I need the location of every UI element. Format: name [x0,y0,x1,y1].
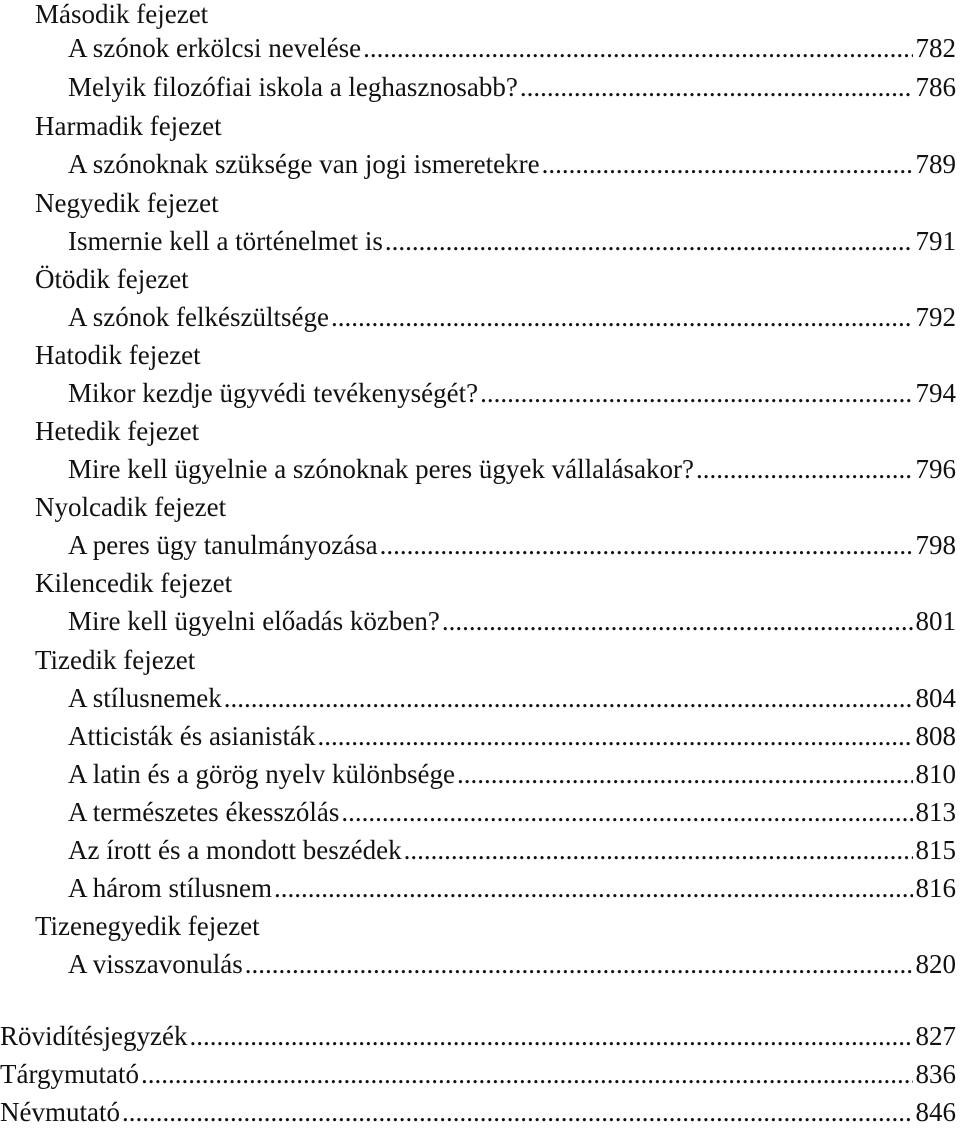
toc-entry-page: 846 [915,1097,956,1127]
toc-entry-page: 786 [915,72,956,102]
dot-leader [520,68,913,106]
toc-entry-title: A természetes ékesszólás [68,797,340,827]
toc-entry-page: 798 [915,530,956,560]
toc-entry[interactable] [0,222,956,260]
toc-entry-title: Atticisták és asianisták [68,721,316,751]
toc-entry[interactable] [0,793,956,831]
dot-leader [480,374,912,412]
chapter-heading: Tizenegyedik fejezet [35,911,260,941]
toc-entry-title: Mire kell ügyelnie a szónoknak peres ügyek vállalásakor? [68,454,695,484]
toc-entry-page: 810 [915,759,956,789]
appendix-entry[interactable] [0,1055,956,1093]
toc-entry-title: A stílusnemek [68,683,222,713]
toc-entry-title: Tárgymutató [0,1059,139,1089]
appendix-entry[interactable] [0,1017,956,1055]
toc-entry-title: Az írott és a mondott beszédek [68,835,402,865]
toc-entry-title: Mire kell ügyelni előadás közben? [68,606,440,636]
toc-entry-page: 792 [915,302,956,332]
chapter-heading: Nyolcadik fejezet [35,492,227,522]
toc-entry-title: Rövidítésjegyzék [0,1021,188,1051]
toc-entry-title: Névmutató [0,1097,120,1127]
toc-entry[interactable] [0,68,956,106]
toc-entry-page: 794 [915,378,956,408]
toc-entry[interactable] [0,945,956,983]
dot-leader [380,526,913,564]
chapter-heading: Negyedik fejezet [35,188,219,218]
toc-entry-title: A három stílusnem [68,873,272,903]
toc-entry[interactable] [0,374,956,412]
toc-entry[interactable] [0,298,956,336]
toc-entry[interactable] [0,679,956,717]
dot-leader [189,1017,912,1055]
dot-leader [341,793,912,831]
toc-entry[interactable] [0,869,956,907]
toc-entry-title: Ismernie kell a történelmet is [68,226,383,256]
dot-leader [457,755,913,793]
toc-entry-title: A szónok erkölcsi nevelése [68,33,362,63]
toc-entry[interactable] [0,526,956,564]
toc-entry-page: 801 [915,606,956,636]
toc-entry[interactable] [0,450,956,488]
toc-entry-title: A peres ügy tanulmányozása [68,530,378,560]
dot-leader [274,869,913,907]
toc-entry-page: 796 [915,454,956,484]
toc-entry[interactable] [0,602,956,640]
toc-entry-title: Melyik filozófiai iskola a leghasznosabb? [68,72,518,102]
toc-entry-page: 827 [915,1021,956,1051]
toc-entry-page: 791 [915,226,956,256]
toc-entry-page: 808 [915,721,956,751]
dot-leader [122,1093,913,1131]
toc-entry-page: 804 [915,683,956,713]
toc-entry-page: 782 [915,33,956,63]
toc-entry-title: Mikor kezdje ügyvédi tevékenységét? [68,378,479,408]
chapter-heading: Második fejezet [35,0,209,29]
dot-leader [331,298,913,336]
chapter-heading: Ötödik fejezet [35,264,189,294]
toc-entry-title: A latin és a görög nyelv különbsége [68,759,455,789]
chapter-heading: Hatodik fejezet [35,340,201,370]
dot-leader [385,222,913,260]
chapter-heading: Harmadik fejezet [35,111,222,141]
chapter-heading: Hetedik fejezet [35,416,200,446]
dot-leader [224,679,913,717]
dot-leader [317,717,912,755]
toc-entry-page: 836 [915,1059,956,1089]
toc-entry-page: 789 [915,149,956,179]
dot-leader [141,1055,913,1093]
chapter-heading: Kilencedik fejezet [35,568,233,598]
toc-entry[interactable] [0,831,956,869]
toc-entry-page: 815 [915,835,956,865]
dot-leader [696,450,912,488]
appendix-entry[interactable] [0,1093,956,1131]
dot-leader [542,145,913,183]
toc-entry-page: 813 [915,797,956,827]
toc-entry-title: A szónok felkészültsége [68,302,329,332]
dot-leader [363,29,912,67]
toc-entry[interactable] [0,755,956,793]
toc-entry-title: A szónoknak szüksége van jogi ismeretekre [68,149,540,179]
toc-entry-title: A visszavonulás [68,949,243,979]
chapter-heading: Tizedik fejezet [35,645,196,675]
dot-leader [404,831,913,869]
toc-entry[interactable] [0,717,956,755]
toc-entry-page: 816 [915,873,956,903]
dot-leader [442,602,913,640]
toc-entry[interactable] [0,145,956,183]
toc-entry-page: 820 [915,949,956,979]
toc-entry[interactable] [0,29,956,67]
dot-leader [245,945,913,983]
